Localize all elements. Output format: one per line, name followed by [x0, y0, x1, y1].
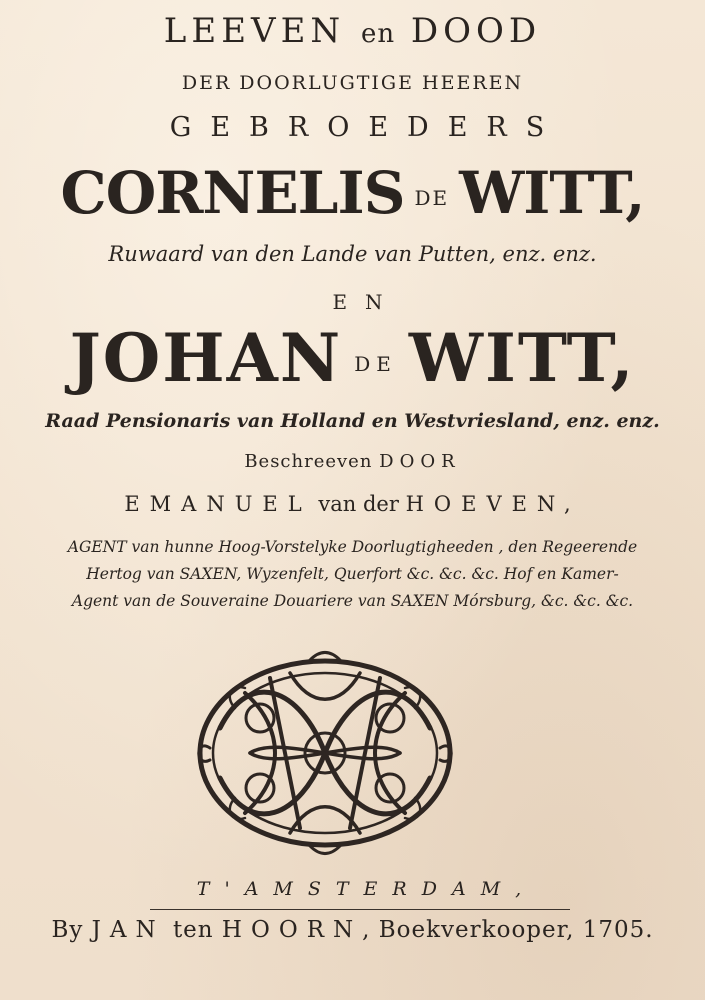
imprint-rule [150, 909, 570, 910]
name1-last: WITT, [459, 159, 645, 227]
heading-word-leeven: LEEVEN [163, 11, 346, 51]
title-ruwaard: Ruwaard van den Lande van Putten, enz. enz. [108, 242, 597, 266]
author-particle: van der [318, 492, 399, 516]
subheading-gebroeders: GEBROEDERS [169, 112, 564, 143]
imprint-jan: JAN [91, 917, 165, 943]
name-cornelis-de-witt [0, 159, 705, 227]
name-johan-de-witt [0, 319, 705, 397]
byline-beschreeven-door [0, 453, 705, 471]
imprint-hoorn: HOORN [221, 917, 363, 943]
imprint-place: T'AMSTERDAM, [196, 878, 537, 900]
agent-line-1: AGENT van hunne Hoog-Vorstelyke Doorlugtigheeden , den Regeerende [67, 538, 638, 556]
name2-first: JOHAN [69, 319, 343, 397]
heading-leeven-en-dood [0, 11, 705, 51]
heading-word-en: en [360, 19, 396, 49]
agent-line-3: Agent van de Souveraine Douariere van SAXEN Mórsburg, &c. &c. &c. [71, 592, 634, 610]
imprint-by: By [51, 917, 84, 943]
author-first: EMANUEL [124, 492, 312, 516]
heading-word-dood: DOOD [410, 11, 542, 51]
imprint-boekverkooper-year: , Boekverkooper, 1705. [362, 917, 654, 943]
conjunction-en: EN [332, 290, 401, 314]
byline-beschreeven: Beschreeven [244, 451, 373, 472]
name1-particle: DE [414, 186, 450, 210]
imprint-publisher [0, 919, 705, 942]
name2-last: WITT, [408, 319, 636, 397]
title-raad-pensionaris: Raad Pensionaris van Holland en Westvriesland, enz. enz. [45, 410, 660, 432]
agent-line-2: Hertog van SAXEN, Wyzenfelt, Querfort &c. &c. &c. Hof en Kamer- [86, 565, 619, 583]
byline-door: DOOR [379, 451, 461, 472]
subheading-doorlugtige: DER DOORLUGTIGE HEEREN [181, 72, 524, 94]
author-name [0, 494, 705, 515]
imprint-ten: ten [172, 917, 214, 943]
interlaced-monogram-ornament-icon [190, 648, 460, 858]
name2-particle: DE [354, 352, 397, 376]
name1-first: CORNELIS [60, 159, 405, 227]
author-last: HOEVEN, [405, 492, 581, 516]
